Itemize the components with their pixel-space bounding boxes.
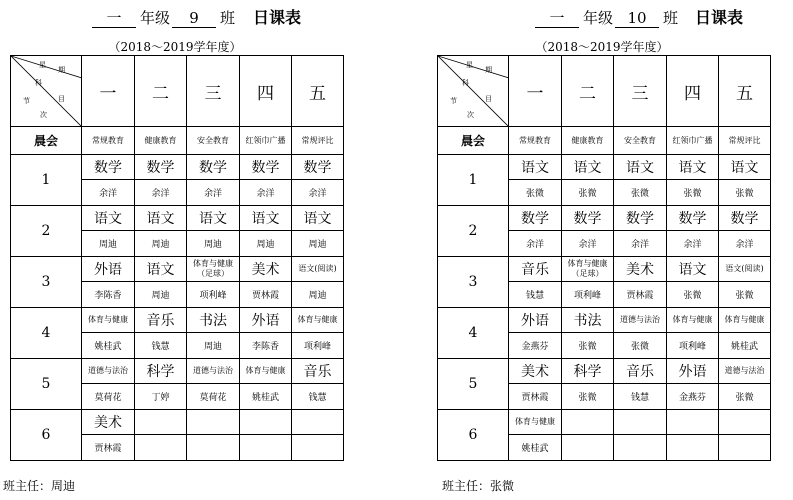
subject-cell: 体育与健康 xyxy=(719,308,771,333)
meeting-topic: 安全教育 xyxy=(187,127,240,155)
corner-period: 期 xyxy=(485,66,492,74)
subject-cell xyxy=(135,410,187,435)
day-header: 五 xyxy=(719,56,771,127)
teacher-cell: 余洋 xyxy=(719,231,771,257)
teacher-cell: 金燕芬 xyxy=(667,384,719,410)
day-header: 一 xyxy=(82,56,135,127)
class-number: 10 xyxy=(615,9,659,28)
subject-cell xyxy=(187,410,240,435)
subject-cell: 道德与法治 xyxy=(82,359,135,384)
day-header: 三 xyxy=(614,56,667,127)
timetable-sheet-class-9 xyxy=(10,0,340,454)
subject-cell: 美术 xyxy=(240,257,292,282)
subject-cell: 外语 xyxy=(509,308,562,333)
subject-cell: 体育与健康（足球） xyxy=(187,257,240,282)
meeting-label: 晨会 xyxy=(438,127,509,155)
subject-cell xyxy=(667,410,719,435)
meeting-topic: 健康教育 xyxy=(562,127,614,155)
period-number: 3 xyxy=(11,257,82,308)
school-year: （2018～2019学年度） xyxy=(535,40,669,54)
corner-period: 期 xyxy=(58,66,65,74)
teacher-cell: 张微 xyxy=(719,282,771,308)
teacher-cell: 莫荷花 xyxy=(82,384,135,410)
period-number: 1 xyxy=(438,155,509,206)
teacher-cell xyxy=(135,435,187,461)
teacher-cell: 张微 xyxy=(614,180,667,206)
class-suffix: 班 xyxy=(663,9,679,27)
subject-cell xyxy=(719,410,771,435)
teacher-cell: 姚桂武 xyxy=(82,333,135,359)
corner-subject-b: 目 xyxy=(58,95,65,103)
subject-cell: 书法 xyxy=(562,308,614,333)
corner-subject-b: 目 xyxy=(485,95,492,103)
teacher-cell: 余洋 xyxy=(509,231,562,257)
subject-cell: 数学 xyxy=(719,206,771,231)
subject-cell: 语文 xyxy=(82,206,135,231)
subject-cell: 数学 xyxy=(240,155,292,180)
timetable xyxy=(437,55,771,461)
teacher-cell: 余洋 xyxy=(82,180,135,206)
corner-section: 节 xyxy=(450,97,457,105)
corner-week: 星 xyxy=(39,61,46,69)
teacher-cell: 张微 xyxy=(562,333,614,359)
title-label: 日课表 xyxy=(695,8,744,27)
teacher-cell: 项利峰 xyxy=(667,333,719,359)
period-number: 3 xyxy=(438,257,509,308)
subject-cell: 语文 xyxy=(292,206,344,231)
subject-cell xyxy=(240,410,292,435)
subject-cell: 语文 xyxy=(614,155,667,180)
teacher-cell: 周迪 xyxy=(292,231,344,257)
meeting-topic: 安全教育 xyxy=(614,127,667,155)
corner-subject-a: 科 xyxy=(462,79,469,87)
homeroom-teacher: 班主任：张微 xyxy=(442,479,515,493)
subject-cell: 体育与健康 xyxy=(667,308,719,333)
teacher-cell xyxy=(614,435,667,461)
teacher-cell: 金燕芬 xyxy=(509,333,562,359)
teacher-cell: 周迪 xyxy=(187,333,240,359)
meeting-label: 晨会 xyxy=(11,127,82,155)
grade-value: 一 xyxy=(92,9,136,28)
subject-cell: 道德与法治 xyxy=(187,359,240,384)
period-number: 6 xyxy=(11,410,82,461)
teacher-cell: 项利峰 xyxy=(562,282,614,308)
subject-cell: 道德与法治 xyxy=(719,359,771,384)
day-header: 五 xyxy=(292,56,344,127)
subject-cell: 音乐 xyxy=(292,359,344,384)
grade-value: 一 xyxy=(535,9,579,28)
meeting-topic: 常规教育 xyxy=(82,127,135,155)
day-header: 一 xyxy=(509,56,562,127)
teacher-cell: 余洋 xyxy=(135,180,187,206)
subject-cell: 音乐 xyxy=(509,257,562,282)
subject-cell: 体育与健康 xyxy=(240,359,292,384)
teacher-cell: 余洋 xyxy=(187,180,240,206)
school-year: （2018～2019学年度） xyxy=(108,40,242,54)
subject-cell: 语文(阅读) xyxy=(719,257,771,282)
grade-suffix: 年级 xyxy=(583,9,614,27)
class-number: 9 xyxy=(172,9,216,28)
day-header: 三 xyxy=(187,56,240,127)
teacher-cell: 李陈香 xyxy=(240,333,292,359)
timetable xyxy=(10,55,344,461)
subject-cell: 数学 xyxy=(82,155,135,180)
period-number: 5 xyxy=(438,359,509,410)
teacher-cell xyxy=(667,435,719,461)
subject-cell: 外语 xyxy=(240,308,292,333)
subject-cell xyxy=(614,410,667,435)
teacher-cell: 钱慧 xyxy=(135,333,187,359)
teacher-cell: 贾林霞 xyxy=(509,384,562,410)
period-number: 5 xyxy=(11,359,82,410)
teacher-cell: 李陈香 xyxy=(82,282,135,308)
teacher-cell: 余洋 xyxy=(240,180,292,206)
period-number: 1 xyxy=(11,155,82,206)
teacher-cell: 张微 xyxy=(667,180,719,206)
teacher-cell: 周迪 xyxy=(82,231,135,257)
teacher-cell: 项利峰 xyxy=(187,282,240,308)
teacher-cell: 周迪 xyxy=(240,231,292,257)
meeting-topic: 常规评比 xyxy=(292,127,344,155)
subject-cell: 科学 xyxy=(135,359,187,384)
day-header: 四 xyxy=(240,56,292,127)
subject-cell: 语文 xyxy=(667,257,719,282)
teacher-cell: 贾林霞 xyxy=(240,282,292,308)
teacher-cell xyxy=(240,435,292,461)
meeting-topic: 健康教育 xyxy=(135,127,187,155)
homeroom-teacher: 班主任：周迪 xyxy=(3,479,76,493)
subject-cell: 体育与健康 xyxy=(82,308,135,333)
teacher-cell: 张微 xyxy=(719,384,771,410)
subject-cell: 语文(阅读) xyxy=(292,257,344,282)
subject-cell: 体育与健康 xyxy=(292,308,344,333)
subject-cell: 美术 xyxy=(82,410,135,435)
subject-cell: 数学 xyxy=(562,206,614,231)
day-header: 二 xyxy=(135,56,187,127)
teacher-cell: 张微 xyxy=(614,333,667,359)
subject-cell xyxy=(562,410,614,435)
subject-cell: 语文 xyxy=(135,257,187,282)
day-header: 四 xyxy=(667,56,719,127)
corner-subject-a: 科 xyxy=(35,79,42,87)
subject-cell: 数学 xyxy=(509,206,562,231)
teacher-cell: 张微 xyxy=(509,180,562,206)
teacher-cell: 贾林霞 xyxy=(82,435,135,461)
corner-section: 节 xyxy=(23,97,30,105)
teacher-cell: 余洋 xyxy=(562,231,614,257)
subject-cell: 科学 xyxy=(562,359,614,384)
subject-cell: 道德与法治 xyxy=(614,308,667,333)
subject-cell: 语文 xyxy=(719,155,771,180)
teacher-cell: 钱慧 xyxy=(614,384,667,410)
teacher-cell: 项利峰 xyxy=(292,333,344,359)
grade-suffix: 年级 xyxy=(140,9,171,27)
subject-cell: 语文 xyxy=(562,155,614,180)
teacher-cell: 周迪 xyxy=(292,282,344,308)
teacher-cell: 余洋 xyxy=(667,231,719,257)
meeting-topic: 常规教育 xyxy=(509,127,562,155)
teacher-cell: 钱慧 xyxy=(292,384,344,410)
subject-cell: 美术 xyxy=(614,257,667,282)
sheet-title xyxy=(10,0,340,34)
teacher-cell: 周迪 xyxy=(187,231,240,257)
period-number: 4 xyxy=(438,308,509,359)
sheet-title xyxy=(437,0,767,34)
corner-order: 次 xyxy=(467,111,474,119)
subject-cell: 音乐 xyxy=(135,308,187,333)
teacher-cell xyxy=(562,435,614,461)
subject-cell: 语文 xyxy=(509,155,562,180)
subject-cell: 美术 xyxy=(509,359,562,384)
teacher-cell: 姚桂武 xyxy=(240,384,292,410)
subject-cell: 体育与健康（足球） xyxy=(562,257,614,282)
teacher-cell: 张微 xyxy=(562,180,614,206)
subject-cell: 书法 xyxy=(187,308,240,333)
corner-header xyxy=(438,56,509,127)
corner-header xyxy=(11,56,82,127)
subject-cell xyxy=(292,410,344,435)
subject-cell: 语文 xyxy=(187,206,240,231)
teacher-cell: 周迪 xyxy=(135,282,187,308)
teacher-cell: 周迪 xyxy=(135,231,187,257)
teacher-cell xyxy=(187,435,240,461)
meeting-topic: 红领巾广播 xyxy=(240,127,292,155)
teacher-cell: 钱慧 xyxy=(509,282,562,308)
corner-week: 星 xyxy=(466,61,473,69)
teacher-cell: 姚桂武 xyxy=(509,435,562,461)
teacher-cell xyxy=(719,435,771,461)
teacher-cell: 余洋 xyxy=(614,231,667,257)
subject-cell: 体育与健康 xyxy=(509,410,562,435)
day-header: 二 xyxy=(562,56,614,127)
period-number: 2 xyxy=(11,206,82,257)
teacher-cell: 张微 xyxy=(667,282,719,308)
subject-cell: 数学 xyxy=(135,155,187,180)
corner-order: 次 xyxy=(40,111,47,119)
teacher-cell: 丁婷 xyxy=(135,384,187,410)
teacher-cell xyxy=(292,435,344,461)
subject-cell: 数学 xyxy=(667,206,719,231)
class-suffix: 班 xyxy=(220,9,236,27)
subject-cell: 语文 xyxy=(667,155,719,180)
subject-cell: 语文 xyxy=(240,206,292,231)
period-number: 4 xyxy=(11,308,82,359)
meeting-topic: 红领巾广播 xyxy=(667,127,719,155)
subject-cell: 外语 xyxy=(667,359,719,384)
subject-cell: 语文 xyxy=(135,206,187,231)
subject-cell: 数学 xyxy=(292,155,344,180)
teacher-cell: 姚桂武 xyxy=(719,333,771,359)
teacher-cell: 莫荷花 xyxy=(187,384,240,410)
teacher-cell: 张微 xyxy=(562,384,614,410)
subject-cell: 外语 xyxy=(82,257,135,282)
meeting-topic: 常规评比 xyxy=(719,127,771,155)
subject-cell: 数学 xyxy=(614,206,667,231)
title-label: 日课表 xyxy=(253,8,302,27)
subject-cell: 音乐 xyxy=(614,359,667,384)
subject-cell: 数学 xyxy=(187,155,240,180)
period-number: 2 xyxy=(438,206,509,257)
teacher-cell: 张微 xyxy=(719,180,771,206)
teacher-cell: 贾林霞 xyxy=(614,282,667,308)
teacher-cell: 余洋 xyxy=(292,180,344,206)
period-number: 6 xyxy=(438,410,509,461)
timetable-sheet-class-10 xyxy=(437,0,767,454)
